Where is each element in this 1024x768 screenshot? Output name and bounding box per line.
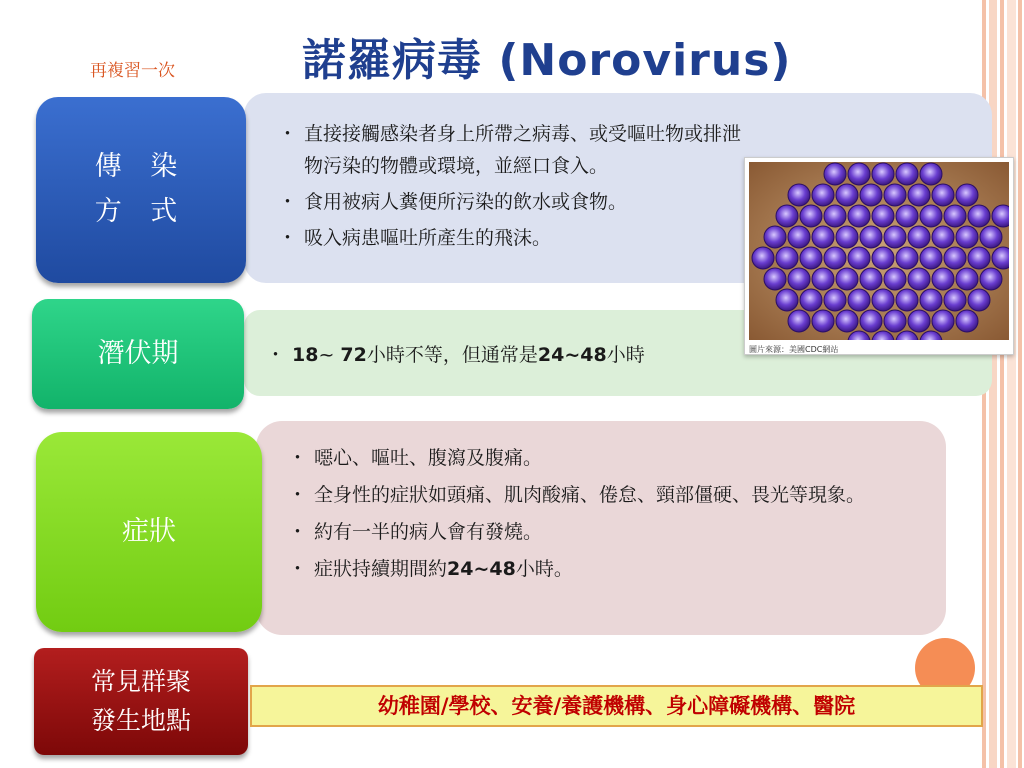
virus-particle xyxy=(920,289,942,311)
virus-particle xyxy=(992,205,1009,227)
list-item xyxy=(266,341,736,369)
virus-particle xyxy=(776,205,798,227)
virus-particle xyxy=(896,289,918,311)
incubation-usual: 24~48 xyxy=(537,344,607,366)
virus-particle xyxy=(836,310,858,332)
virus-particle xyxy=(872,205,894,227)
image-credit: 圖片來源：美國CDC網站 xyxy=(749,345,839,354)
virus-particle xyxy=(944,289,966,311)
virus-particle xyxy=(872,163,894,185)
incubation-unit: 小時 xyxy=(606,344,645,366)
incubation-min: 18 xyxy=(292,344,319,366)
symptoms-tab xyxy=(36,432,262,632)
virus-particle xyxy=(788,310,810,332)
list-item: ・ 噁心、嘔吐、腹瀉及腹痛。 xyxy=(288,442,928,475)
virus-particle xyxy=(764,226,786,248)
locations-label-line1: 常見群聚 xyxy=(90,666,191,696)
virus-particle xyxy=(944,205,966,227)
virus-particle xyxy=(860,226,882,248)
virus-particle xyxy=(800,247,822,269)
slide-title: 諾羅病毒 (Norovirus) xyxy=(302,35,792,86)
virus-particle xyxy=(968,205,990,227)
virus-particle xyxy=(764,268,786,290)
incubation-text: 小時不等，但通常是 xyxy=(366,344,538,366)
incubation-list xyxy=(266,341,736,369)
virus-particle xyxy=(836,226,858,248)
list-item: ・ 約有一半的病人會有發燒。 xyxy=(288,516,928,549)
virus-particle xyxy=(788,184,810,206)
duration-prefix: 症狀持續期間約 xyxy=(314,558,448,580)
virus-particle xyxy=(908,268,930,290)
virus-particle xyxy=(824,163,846,185)
virus-particle xyxy=(920,247,942,269)
virus-particle xyxy=(968,247,990,269)
virus-particle xyxy=(932,226,954,248)
decor-stripe xyxy=(1000,0,1004,768)
locations-tab xyxy=(34,648,248,755)
virus-particle xyxy=(776,289,798,311)
virus-particle xyxy=(956,226,978,248)
virus-particle xyxy=(992,247,1009,269)
virus-particle xyxy=(776,247,798,269)
virus-particle xyxy=(884,226,906,248)
virus-particle xyxy=(920,163,942,185)
virus-particle xyxy=(800,289,822,311)
virus-particle xyxy=(848,289,870,311)
virus-particle xyxy=(788,268,810,290)
virus-particle xyxy=(884,184,906,206)
virus-particle xyxy=(812,226,834,248)
transmission-label-line2: 方 式 xyxy=(94,196,188,227)
incubation-tab xyxy=(32,299,244,409)
virus-particle xyxy=(836,184,858,206)
virus-particle xyxy=(860,268,882,290)
virus-particle xyxy=(848,205,870,227)
slide-subtitle: 再複習一次 xyxy=(90,61,175,81)
virus-particle xyxy=(824,205,846,227)
symptoms-label: 症狀 xyxy=(122,515,176,547)
decor-stripe xyxy=(1018,0,1022,768)
list-item: ・ 食用被病人糞便所污染的飲水或食物。 xyxy=(278,186,748,218)
virus-particle xyxy=(908,310,930,332)
virus-particle xyxy=(980,226,1002,248)
virus-particle xyxy=(932,184,954,206)
virus-particle xyxy=(944,247,966,269)
virus-particle xyxy=(824,289,846,311)
virus-particle xyxy=(836,268,858,290)
incubation-sep: ~ xyxy=(318,344,341,366)
virus-particle xyxy=(896,163,918,185)
virus-particle xyxy=(812,310,834,332)
list-item xyxy=(288,553,928,586)
virus-particle xyxy=(908,226,930,248)
virus-particle xyxy=(896,205,918,227)
incubation-label: 潛伏期 xyxy=(97,337,179,369)
list-item: ・ 吸入病患嘔吐所產生的飛沫。 xyxy=(278,222,748,254)
locations-label-line2: 發生地點 xyxy=(90,705,191,735)
virus-particle xyxy=(884,268,906,290)
norovirus-image xyxy=(744,157,1014,355)
virus-particle xyxy=(812,268,834,290)
virus-particle xyxy=(932,310,954,332)
virus-particle xyxy=(956,268,978,290)
virus-particle xyxy=(848,163,870,185)
places-banner: 幼稚園/學校、安養/養護機構、身心障礙機構、醫院 xyxy=(250,685,983,727)
virus-particle xyxy=(848,247,870,269)
virus-particle xyxy=(872,247,894,269)
virus-particle xyxy=(968,289,990,311)
virus-particle xyxy=(752,247,774,269)
transmission-label-line1: 傳 染 xyxy=(94,151,188,183)
virus-particle xyxy=(956,184,978,206)
duration-value: 24~48 xyxy=(447,558,516,580)
virus-particle xyxy=(956,310,978,332)
virus-particle xyxy=(860,310,882,332)
duration-suffix: 小時。 xyxy=(515,558,573,580)
norovirus-micrograph-icon xyxy=(749,162,1009,340)
incubation-max: 72 xyxy=(340,344,367,366)
virus-particle xyxy=(788,226,810,248)
virus-particle xyxy=(824,247,846,269)
virus-particle xyxy=(812,184,834,206)
virus-particle xyxy=(884,310,906,332)
virus-particle xyxy=(908,184,930,206)
virus-particle xyxy=(980,268,1002,290)
virus-particle xyxy=(932,268,954,290)
virus-particle xyxy=(896,247,918,269)
virus-particle xyxy=(800,205,822,227)
virus-particle xyxy=(860,184,882,206)
symptoms-list xyxy=(288,442,928,590)
transmission-list xyxy=(278,118,748,258)
decor-stripe xyxy=(1007,0,1016,768)
virus-particle xyxy=(872,289,894,311)
list-item: ・ 直接接觸感染者身上所帶之病毒、或受嘔吐物或排泄物污染的物體或環境，並經口食入。 xyxy=(278,118,748,182)
virus-particle xyxy=(920,205,942,227)
transmission-tab xyxy=(36,97,246,283)
list-item: ・ 全身性的症狀如頭痛、肌肉酸痛、倦怠、頸部僵硬、畏光等現象。 xyxy=(288,479,928,512)
